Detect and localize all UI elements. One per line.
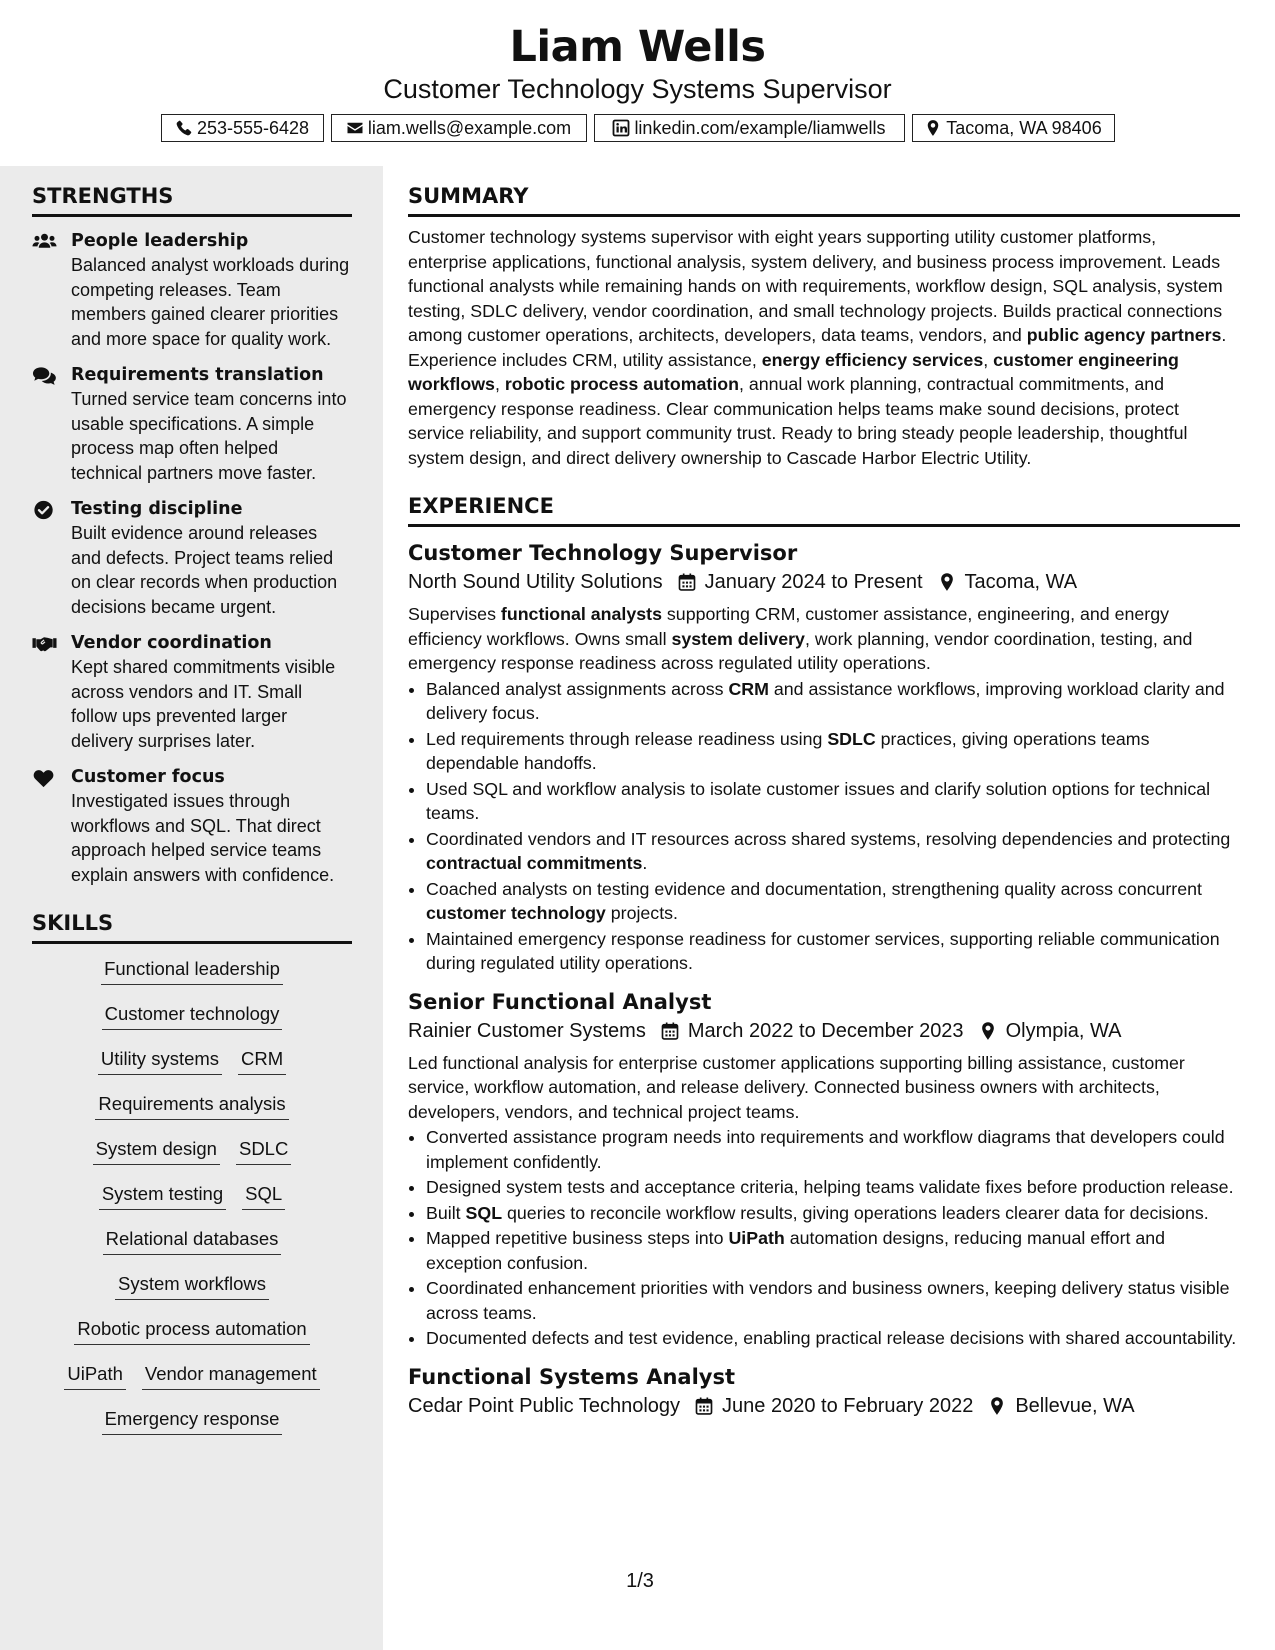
text-run: queries to reconcile workflow results, giving operations leaders clearer data for decisions. — [502, 1202, 1209, 1223]
contact-phone[interactable] — [161, 114, 324, 142]
resume-header — [0, 0, 1275, 166]
skill-tag: System testing — [99, 1181, 226, 1210]
bold-keyword: SQL — [465, 1202, 503, 1223]
skill-tag: Relational databases — [103, 1226, 282, 1255]
summary-section — [408, 166, 1240, 470]
contact-bar — [0, 114, 1275, 142]
skill-row — [32, 1271, 352, 1316]
list-item — [426, 677, 1240, 726]
list-item — [426, 1201, 1240, 1226]
phone-icon — [175, 119, 193, 137]
bold-keyword: UiPath — [728, 1228, 785, 1248]
page-number: 1/3 — [626, 1570, 654, 1592]
job-location: Bellevue, WA — [1015, 1394, 1135, 1417]
job-location: Tacoma, WA — [964, 571, 1078, 593]
list-item — [426, 1226, 1240, 1275]
contact-linkedin[interactable] — [594, 114, 905, 142]
text-run: , annual work planning, contractual commitments, and emergency response readiness. Clear communication helps teams make sound decisions, protect service reliability, and support community trust. Ready to bring steady people leadership, thoughtful system design, and direct delivery ownership to Cascade Harbor Electric Utility. — [408, 374, 1188, 468]
contact-phone-text: 253-555-6428 — [196, 117, 310, 138]
strength-item — [32, 631, 352, 753]
text-run: Led functional analysis for enterprise customer applications supporting billing assistance, customer service, workflow automation, and release delivery. Connected business owners with architects, developers, vendors, and technical project teams. — [408, 1052, 1185, 1122]
list-item — [426, 877, 1240, 926]
heart-icon — [32, 767, 57, 789]
job-list — [408, 539, 1240, 1421]
skill-row — [32, 956, 352, 1001]
job-bullets — [408, 1125, 1240, 1351]
skill-tag: Requirements analysis — [95, 1091, 288, 1120]
bold-keyword: public agency partners — [1026, 325, 1222, 345]
bold-keyword: functional analysts — [500, 604, 662, 624]
text-run: automation designs, reducing manual effort and exception confusion. — [426, 1228, 1166, 1273]
strength-item — [32, 363, 352, 485]
skill-tag: UiPath — [64, 1361, 126, 1390]
list-item — [426, 1326, 1240, 1351]
text-run: Coached analysts on testing evidence and documentation, strengthening quality across concurrent — [426, 878, 1202, 899]
strength-item — [32, 497, 352, 619]
job-dates: June 2020 to February 2022 — [722, 1394, 974, 1417]
bold-keyword: CRM — [728, 678, 769, 699]
handshake-icon — [32, 633, 57, 655]
users-icon — [32, 231, 57, 253]
map-pin-icon — [978, 1021, 998, 1041]
job-company: North Sound Utility Solutions — [408, 571, 663, 593]
skill-row — [32, 1136, 352, 1181]
text-run: Coordinated enhancement priorities with vendors and business owners, keeping delivery status visible across teams. — [426, 1278, 1230, 1323]
skill-tag: Functional leadership — [101, 956, 283, 985]
job-meta — [408, 1391, 1240, 1421]
strength-text: Kept shared commitments visible across vendors and IT. Small follow ups prevented larger delivery surprises later. — [71, 657, 336, 751]
text-run: . Experience includes CRM, utility assistance, — [408, 325, 1227, 370]
bold-keyword: system delivery — [671, 628, 805, 649]
strength-title: Vendor coordination — [71, 633, 272, 653]
summary-heading: SUMMARY — [408, 166, 1240, 217]
text-run: , — [983, 349, 994, 370]
skill-row — [32, 1406, 352, 1451]
text-run: Designed system tests and acceptance criteria, helping teams validate fixes before production release. — [426, 1177, 1234, 1197]
text-run: , — [494, 374, 505, 394]
text-run: . — [642, 853, 648, 873]
strength-item — [32, 229, 352, 351]
strength-text: Investigated issues through workflows and SQL. That direct approach helped service teams explain answers with confidence. — [71, 791, 335, 885]
job-location: Olympia, WA — [1005, 1019, 1122, 1042]
list-item — [426, 727, 1240, 776]
job-title: Customer Technology Supervisor — [408, 541, 798, 565]
text-run: Mapped repetitive business steps into — [426, 1228, 729, 1248]
contact-location[interactable] — [912, 114, 1115, 142]
job-description — [408, 602, 1240, 676]
job-title: Functional Systems Analyst — [408, 1364, 736, 1389]
calendar-icon — [694, 1396, 714, 1416]
strength-text: Turned service team concerns into usable specifications. A simple process map often helped technical partners move faster. — [71, 389, 347, 483]
candidate-title: Customer Technology Systems Supervisor — [383, 74, 892, 104]
bold-keyword: energy efficiency services — [761, 349, 984, 370]
summary-text — [408, 225, 1240, 470]
strength-text: Built evidence around releases and defects. Project teams relied on clear records when production decisions became urgent. — [71, 523, 338, 617]
skill-row — [32, 1091, 352, 1136]
calendar-icon — [677, 572, 697, 592]
bold-keyword: customer engineering workflows — [408, 349, 1179, 394]
job-entry — [408, 988, 1240, 1351]
calendar-icon — [660, 1021, 680, 1041]
text-run: practices, giving operations teams dependable handoffs. — [426, 728, 1150, 773]
job-description — [408, 1051, 1240, 1125]
text-run: Customer technology systems supervisor with eight years supporting utility customer platforms, enterprise applications, functional analysis, system delivery, and business process improvement. Leads functional analysts while remaining hands on with requirements, workflow design, SQL analysis, system testing, SDLC delivery, vendor coordination, and small technology projects. Builds practical connections among customer operations, architects, developers, data teams, vendors, and — [408, 227, 1223, 345]
skill-tag: System design — [93, 1136, 220, 1165]
sidebar — [0, 166, 383, 1650]
strength-item — [32, 765, 352, 887]
skill-row — [32, 1181, 352, 1226]
contact-email[interactable] — [331, 114, 587, 142]
text-run: Converted assistance program needs into requirements and workflow diagrams that developers could implement confidently. — [426, 1127, 1225, 1172]
experience-section — [408, 476, 1240, 1421]
list-item — [426, 1175, 1240, 1200]
job-dates: March 2022 to December 2023 — [687, 1019, 964, 1042]
skill-tag: Customer technology — [102, 1001, 283, 1030]
skill-tag: SQL — [242, 1181, 285, 1210]
linkedin-icon — [612, 119, 630, 137]
text-run: , work planning, vendor coordination, testing, and emergency response readiness across regulated utility operations. — [408, 628, 1193, 673]
map-pin-icon — [937, 572, 957, 592]
job-company: Cedar Point Public Technology — [408, 1394, 681, 1417]
skill-tag: System workflows — [115, 1271, 269, 1300]
strength-title: Customer focus — [71, 767, 225, 787]
text-run: projects. — [605, 903, 678, 923]
skill-row — [32, 1001, 352, 1046]
job-company: Rainier Customer Systems — [408, 1019, 646, 1042]
job-meta — [408, 1016, 1240, 1046]
text-run: Coordinated vendors and IT resources across shared systems, resolving dependencies and protecting — [426, 828, 1231, 849]
list-item — [426, 777, 1240, 826]
list-item — [426, 827, 1240, 876]
map-pin-icon — [924, 119, 942, 137]
job-meta — [408, 567, 1240, 597]
list-item — [426, 927, 1240, 976]
skill-tag: CRM — [238, 1046, 286, 1075]
bold-keyword: contractual commitments — [426, 853, 643, 873]
strength-title: People leadership — [71, 231, 249, 251]
job-entry — [408, 539, 1240, 976]
map-pin-icon — [987, 1396, 1007, 1416]
job-dates: January 2024 to Present — [704, 571, 923, 593]
skill-row — [32, 1046, 352, 1091]
text-run: and assistance workflows, improving workload clarity and delivery focus. — [426, 678, 1225, 723]
skill-row — [32, 1361, 352, 1406]
strength-title: Testing discipline — [71, 499, 243, 519]
bold-keyword: robotic process automation — [504, 374, 739, 394]
candidate-name: Liam Wells — [509, 22, 766, 72]
contact-email-text: liam.wells@example.com — [367, 117, 572, 138]
skill-row — [32, 1316, 352, 1361]
skills-list — [32, 956, 352, 1451]
check-circle-icon — [32, 499, 57, 521]
text-run: Used SQL and workflow analysis to isolate customer issues and clarify solution options for technical teams. — [426, 778, 1211, 823]
strengths-section — [32, 166, 352, 887]
text-run: Documented defects and test evidence, enabling practical release decisions with shared accountability. — [426, 1328, 1237, 1348]
experience-heading: EXPERIENCE — [408, 476, 1240, 527]
contact-location-text: Tacoma, WA 98406 — [946, 117, 1102, 138]
text-run: supporting CRM, customer assistance, engineering, and energy efficiency workflows. Owns small — [408, 604, 1170, 649]
bold-keyword: customer technology — [426, 903, 606, 923]
job-bullets — [408, 677, 1240, 976]
skill-tag: Utility systems — [98, 1046, 222, 1075]
skill-row — [32, 1226, 352, 1271]
skill-tag: Emergency response — [102, 1406, 283, 1435]
list-item — [426, 1125, 1240, 1174]
skill-tag: SDLC — [236, 1136, 291, 1165]
envelope-icon — [346, 119, 364, 137]
skills-section — [32, 893, 352, 1451]
strength-text: Balanced analyst workloads during competing releases. Team members gained clearer priorities and more space for quality work. — [71, 255, 350, 349]
skill-tag: Vendor management — [142, 1361, 320, 1390]
text-run: Supervises — [408, 604, 501, 624]
list-item — [426, 1276, 1240, 1325]
job-title: Senior Functional Analyst — [408, 989, 712, 1014]
main-content — [408, 166, 1240, 1421]
skills-heading: SKILLS — [32, 893, 352, 944]
strength-title: Requirements translation — [71, 365, 324, 385]
text-run: Maintained emergency response readiness for customer services, supporting reliable communication during regulated utility operations. — [426, 928, 1220, 973]
skill-tag: Robotic process automation — [74, 1316, 309, 1345]
text-run: Built — [426, 1202, 466, 1223]
text-run: Led requirements through release readiness using — [426, 728, 828, 749]
text-run: Balanced analyst assignments across — [426, 678, 729, 699]
bold-keyword: SDLC — [827, 728, 876, 749]
job-entry — [408, 1363, 1240, 1421]
strengths-heading: STRENGTHS — [32, 166, 352, 217]
comments-icon — [32, 365, 57, 387]
contact-linkedin-text: linkedin.com/example/liamwells — [634, 117, 886, 138]
